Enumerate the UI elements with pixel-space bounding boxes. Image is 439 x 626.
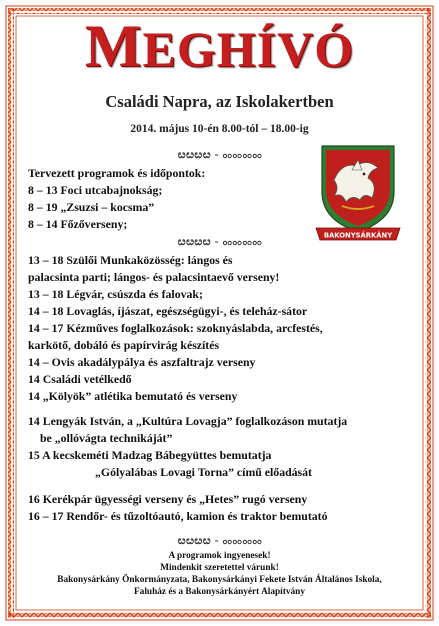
- program-line: 14 – 17 Kézműves foglalkozások: szoknyáslabda, arcfestés,: [28, 321, 323, 335]
- page-title: MEGHÍVÓ: [84, 13, 355, 79]
- ornament-divider: ೞೞೞೞ - ೲೲೲೲ: [177, 234, 263, 248]
- intro-line: 8 – 19 „Zsuzsi – kocsma”: [28, 200, 155, 214]
- special-line: 15 A kecskeméti Madzag Bábegyüttes bemutatja: [28, 448, 272, 462]
- village-crest-icon: [312, 140, 404, 248]
- program-line: 13 – 18 Légvár, csúszda és falovak;: [28, 287, 203, 301]
- program-line: 13 – 18 Szülői Munkaközösség: lángos és: [28, 253, 233, 267]
- late-program-line: 16 – 17 Rendőr- és tűzoltóautó, kamion és traktor bemutató: [28, 509, 328, 523]
- program-line: palacsinta parti; lángos- és palacsintaevő verseny!: [28, 270, 280, 284]
- subtitle: Családi Napra, az Iskolakertben: [105, 92, 334, 111]
- intro-line: 8 – 13 Foci utcabajnokság;: [28, 183, 163, 197]
- program-line: 14 – 18 Lovaglás, íjászat, egészségügyi-, és teleház-sátor: [28, 304, 308, 318]
- special-line: „Gólyalábas Lovagi Torna” című előadását: [95, 465, 312, 479]
- intro-line: Tervezett programok és időpontok:: [28, 166, 206, 180]
- footer-line: Faluház és a Bakonysárkányért Alapítvány: [134, 587, 305, 597]
- special-line: be „ollóvágta technikáját”: [40, 431, 173, 445]
- special-line: 14 Lengyák István, a „Kultúra Lovagja” foglalkozáson mutatja: [28, 414, 348, 428]
- crest-banner-text: BAKONYSÁRKÁNY: [323, 231, 393, 240]
- program-line: 14 Családi vetélkedő: [28, 372, 132, 386]
- event-date: 2014. május 10-én 8.00-tól – 18.00-ig: [130, 123, 309, 135]
- late-program-line: 16 Kerékpár ügyességi verseny és „Hetes” rugó verseny: [28, 492, 308, 506]
- program-line: 14 „Kölyök” atlétika bemutató és verseny: [28, 389, 238, 403]
- ornament-divider: ೞೞೞೞ - ೲೲೲೲ: [177, 533, 263, 547]
- footer-line: Mindenkit szeretettel várunk!: [160, 563, 279, 573]
- footer-line: Bakonysárkány Önkormányzata, Bakonysárkányi Fekete István Általános Iskola,: [57, 575, 382, 585]
- program-line: 14 – Ovis akadálypálya és aszfaltrajz verseny: [28, 355, 256, 369]
- program-line: karkötő, dobáló és papírvirág készítés: [28, 338, 220, 352]
- footer-line: A programok ingyenesek!: [168, 551, 271, 561]
- intro-line: 8 – 14 Főzőverseny;: [28, 217, 128, 231]
- ornament-divider: ೞೞೞೞ - ೲೲೲೲ: [177, 147, 263, 161]
